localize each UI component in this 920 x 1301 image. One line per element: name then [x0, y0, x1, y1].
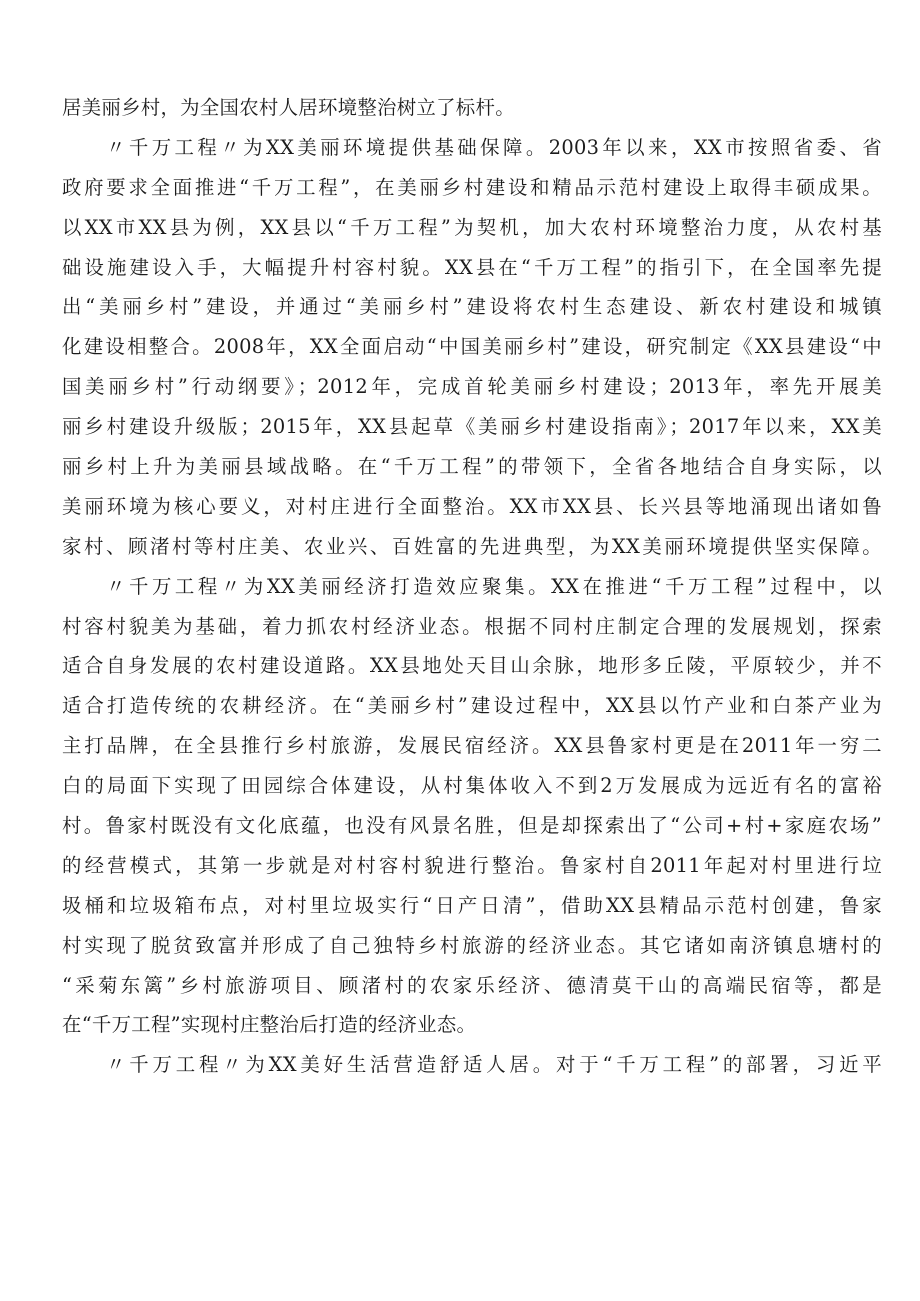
- text-line: 〃千万工程〃为XX美丽环境提供基础保障。2003年以来，XX市按照省委、省: [106, 135, 882, 159]
- text-line: 在“千万工程”实现村庄整治后打造的经济业态。: [62, 1013, 477, 1037]
- paragraph-2: [62, 128, 882, 567]
- text-line: 美丽环境为核心要义，对村庄进行全面整治。XX市XX县、长兴县等地涌现出诸如鲁: [62, 494, 882, 518]
- text-line: 村容村貌美为基础，着力抓农村经济业态。根据不同村庄制定合理的发展规划，探索: [62, 614, 882, 638]
- text-line: 出“美丽乡村”建设，并通过“美丽乡村”建设将农村生态建设、新农村建设和城镇: [62, 295, 882, 319]
- text-line: 适合自身发展的农村建设道路。XX县地处天目山余脉，地形多丘陵，平原较少，并不: [62, 654, 882, 678]
- text-line: 丽乡村上升为美丽县域战略。在“千万工程”的带领下，全省各地结合自身实际，以: [62, 455, 882, 479]
- text-line: 适合打造传统的农耕经济。在“美丽乡村”建设过程中，XX县以竹产业和白茶产业为: [62, 694, 882, 718]
- paragraph-4: [62, 1045, 882, 1085]
- text-line: 村实现了脱贫致富并形成了自己独特乡村旅游的经济业态。其它诸如南济镇息塘村的: [62, 933, 882, 957]
- text-line: 国美丽乡村”行动纲要》；2012年，完成首轮美丽乡村建设；2013年，率先开展美: [62, 375, 882, 399]
- text-line: 〃千万工程〃为XX美丽经济打造效应聚集。XX在推进“千万工程”过程中，以: [106, 574, 882, 598]
- text-line: “采菊东篱”乡村旅游项目、顾渚村的农家乐经济、德清莫干山的高端民宿等，都是: [62, 973, 882, 997]
- paragraph-1: [62, 88, 882, 128]
- paragraph-3: [62, 567, 882, 1046]
- text-line: 化建设相整合。2008年，XX全面启动“中国美丽乡村”建设，研究制定《XX县建设“中: [62, 335, 882, 359]
- text-line: 础设施建设入手，大幅提升村容村貌。XX县在“千万工程”的指引下，在全国率先提: [62, 255, 882, 279]
- text-line: 〃千万工程〃为XX美好生活营造舒适人居。对于“千万工程”的部署，习近平: [106, 1053, 882, 1077]
- text-line: 村。鲁家村既没有文化底蕴，也没有风景名胜，但是却探索出了“公司+村+家庭农场”: [62, 814, 882, 838]
- text-line: 白的局面下实现了田园综合体建设，从村集体收入不到2万发展成为远近有名的富裕: [62, 774, 882, 798]
- text-line: 丽乡村建设升级版；2015年，XX县起草《美丽乡村建设指南》；2017年以来，XX美: [62, 415, 882, 439]
- text-line: 以XX市XX县为例，XX县以“千万工程”为契机，加大农村环境整治力度，从农村基: [62, 215, 882, 239]
- text-line: 圾桶和垃圾箱布点，对村里垃圾实行“日产日清”，借助XX县精品示范村创建，鲁家: [62, 893, 882, 917]
- text-line: 的经营模式，其第一步就是对村容村貌进行整治。鲁家村自2011年起对村里进行垃: [62, 853, 882, 877]
- text-line: 主打品牌，在全县推行乡村旅游，发展民宿经济。XX县鲁家村更是在2011年一穷二: [62, 734, 882, 758]
- text-line: 政府要求全面推进“千万工程”，在美丽乡村建设和精品示范村建设上取得丰硕成果。: [62, 175, 882, 199]
- text-line: 家村、顾渚村等村庄美、农业兴、百姓富的先进典型，为XX美丽环境提供坚实保障。: [62, 534, 882, 558]
- text-line: 居美丽乡村，为全国农村人居环境整治树立了标杆。: [62, 96, 515, 119]
- document-page: [62, 88, 882, 1085]
